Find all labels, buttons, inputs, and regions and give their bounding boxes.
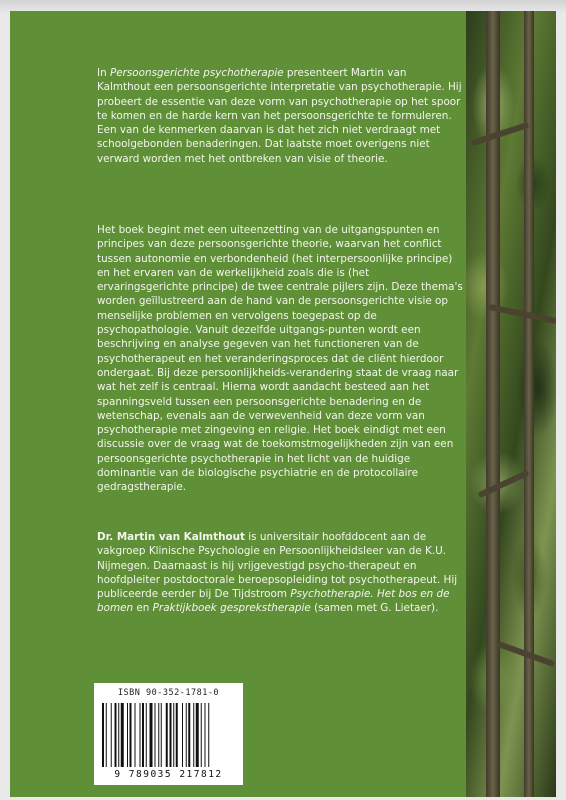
author-name: Dr. Martin van Kalmthout	[97, 531, 245, 543]
bio-end: (samen met G. Lietaer).	[310, 602, 439, 615]
tree-trunk	[486, 11, 500, 797]
intro-paragraph	[97, 66, 463, 166]
previous-work-title: Psychotherapie. Het bos en de bomen	[97, 588, 450, 615]
book-title: Persoonsgerichte psychotherapie	[109, 67, 284, 79]
bio-connector: en	[133, 602, 153, 615]
ean-digits: 9 789035 217812	[114, 769, 223, 780]
forest-photo-strip	[466, 11, 556, 797]
content-text: Het boek begint met een uiteenzetting van de uitgangspunten en principes van deze persoonsgerichte theorie, waarvan het conflict tussen autonomie en verbondenheid (het interpersoonlijke principe) en het ervaren van de werkelijkheid zoals die is (het ervaringsgerichte principe) de twee centrale pijlers zijn. Deze thema's worden geïllustreerd aan de hand van de persoonsgerichte visie op menselijke problemen en vervolgens toegepast op de psychopathologie. Vanuit dezelfde uitgangs-punten wordt een beschrijving en analyse gegeven van het functioneren van de psychotherapeut en het veranderingsproces dat de cliënt hierdoor ondergaat. Bij deze persoonlijkheids-verandering staat de vraag naar wat het zelf is centraal. Hierna wordt aandacht besteed aan het spanningsveld tussen een persoonsgerichte benadering en de wetenschap, evenals aan de verwevenheid van deze vorm van psychotherapie met zingeving en religie. Het boek eindigt met een discussie over de vraag wat de toekomstmogelijkheden zijn van een persoonsgerichte psychotherapie in het licht van de huidige dominantie van de biologische psychiatrie en de protocollaire gedragstherapie.	[97, 224, 463, 494]
author-bio-text: is universitair hoofddocent aan de vakgroep Klinische Psychologie en Persoonlijkheidsleer van de K.U. Nijmegen. Daarnaast is hij vrijgevestigd psycho-therapeut en hoofdpleiter postdoctorale beroepsopleiding tot psychotherapeut. Hij publiceerde eerder bij De Tijdstroom	[97, 531, 458, 601]
tree-trunk	[524, 11, 534, 797]
intro-lead: In	[97, 67, 110, 79]
isbn-barcode-box	[94, 683, 243, 785]
tree-branch	[471, 122, 530, 146]
isbn-label: ISBN 90-352-1781-0	[117, 688, 220, 698]
intro-text: presenteert Martin van Kalmthout een persoonsgerichte interpretatie van psychotherapie. Hij probeert de essentie van deze vorm van psychotherapie op het spoor te komen en de harde kern van het persoonsgerichte te formuleren. Een van de kenmerken daarvan is dat het zich niet verdraagt met schoolgebonden benaderingen. Dat laatste moet overigens niet verward worden met het ontbreken van visie of theorie.	[97, 67, 462, 165]
previous-work-title-2: Praktijkboek gesprekstherapie	[152, 602, 311, 615]
author-bio-paragraph	[97, 530, 463, 616]
content-paragraph	[97, 223, 463, 495]
barcode-bars	[102, 703, 235, 767]
